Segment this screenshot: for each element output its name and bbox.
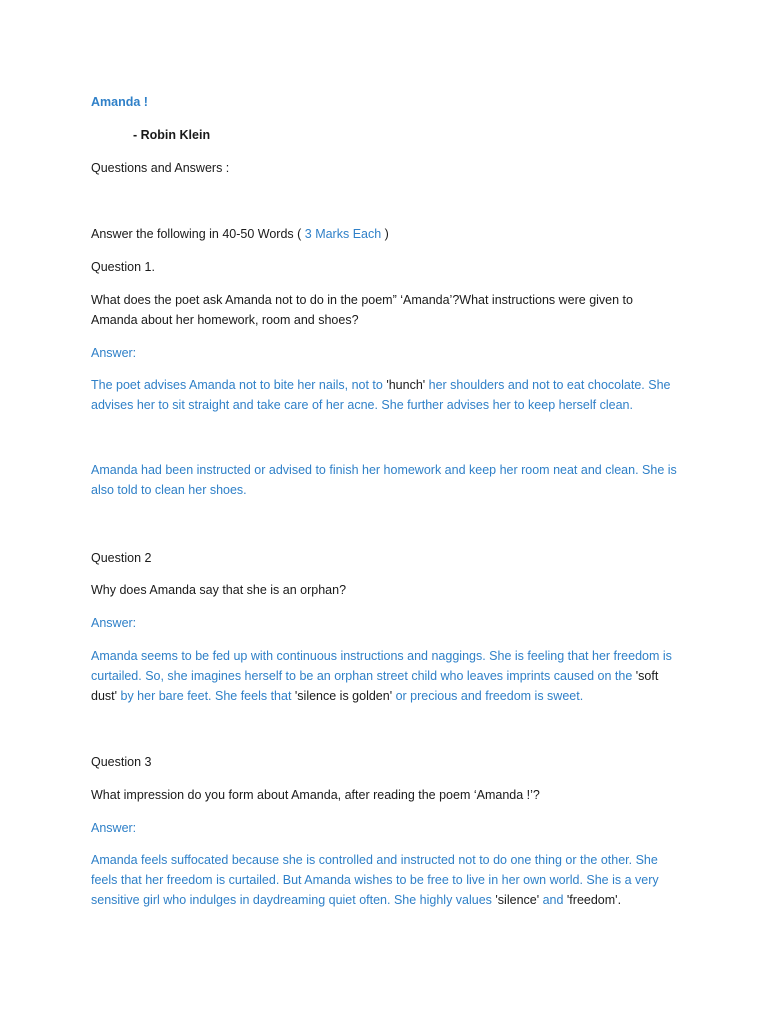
question-2-label: Question 2: [91, 551, 152, 565]
instruction-prefix: Answer the following in 40-50 Words (: [91, 227, 305, 241]
answer-2-text-c: or precious and freedom is sweet.: [392, 689, 584, 703]
answer-2-paragraph: [91, 646, 681, 706]
answer-1-quote-hunch: 'hunch': [386, 378, 426, 392]
section-subtitle: Questions and Answers :: [91, 161, 230, 175]
question-1-text: What does the poet ask Amanda not to do in the poem” ‘Amanda’?What instructions were given to Amanda about her homework, room and shoes?: [91, 293, 633, 327]
answer-2-quote-soft-dust: 'soft dust': [91, 669, 659, 703]
question-3-text: What impression do you form about Amanda, after reading the poem ‘Amanda !’?: [91, 788, 540, 802]
answer-3-label: Answer:: [91, 821, 137, 835]
answer-1-text-b: her shoulders and not to eat chocolate. She advises her to sit straight and take care of her acne. She further advises her to keep herself clean.: [91, 378, 671, 412]
answer-2-text-b: by her bare feet. She feels that: [117, 689, 295, 703]
answer-2-quote-silence-golden: 'silence is golden': [294, 689, 393, 703]
question-3-label: Question 3: [91, 755, 152, 769]
marks-label: 3 Marks Each: [304, 227, 382, 241]
answer-3-quote-freedom: 'freedom': [566, 893, 618, 907]
answer-2-text-a: Amanda seems to be fed up with continuous instructions and naggings. She is feeling that her freedom is curtailed. So, she imagines herself to be an orphan street child who leaves imprints caused on the: [91, 649, 672, 683]
answer-3-quote-silence: 'silence': [495, 893, 540, 907]
instruction-line: [91, 224, 681, 244]
answer-3-period: .: [617, 893, 622, 907]
answer-1-paragraph-2: Amanda had been instructed or advised to finish her homework and keep her room neat and clean. She is also told to clean her shoes.: [91, 463, 677, 497]
answer-2-label: Answer:: [91, 616, 137, 630]
question-2-text: Why does Amanda say that she is an orphan?: [91, 583, 347, 597]
answer-1-paragraph-1: [91, 375, 681, 415]
answer-1-label: Answer:: [91, 346, 137, 360]
answer-3-paragraph: [91, 850, 681, 910]
question-1-label: Question 1.: [91, 260, 155, 274]
answer-1-text-a: The poet advises Amanda not to bite her nails, not to: [91, 378, 387, 392]
instruction-suffix: ): [381, 227, 389, 241]
answer-3-text-b: and: [539, 893, 567, 907]
answer-3-text-a: Amanda feels suffocated because she is controlled and instructed not to do one thing or the other. She feels that her freedom is curtailed. But Amanda wishes to be free to live in her own world. She is a very sensitive girl who indulges in daydreaming quiet often. She highly values: [91, 853, 659, 907]
poem-author: - Robin Klein: [133, 128, 211, 142]
poem-title: Amanda !: [91, 95, 148, 109]
